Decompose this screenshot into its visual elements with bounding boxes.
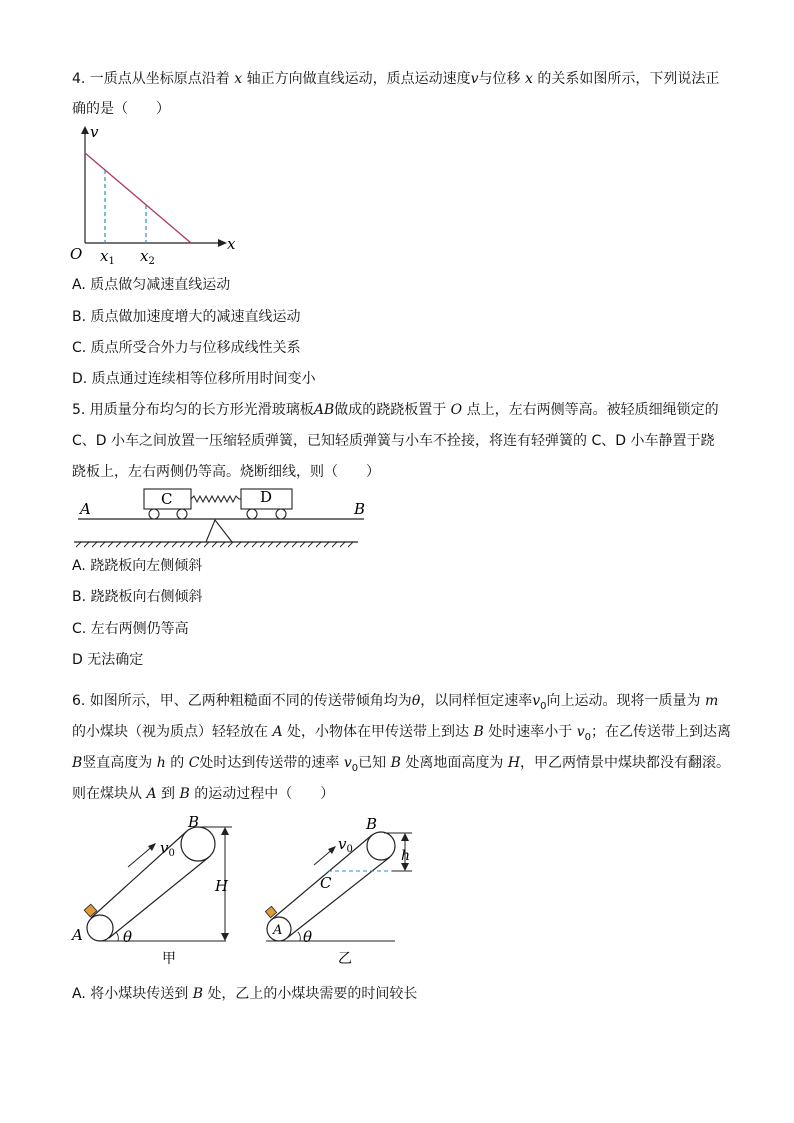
q6-conveyor-yi xyxy=(262,815,432,965)
q5-option-a[interactable]: A. 跷跷板向左侧倾斜 xyxy=(72,558,203,574)
q6-yi-label-a: A xyxy=(273,923,283,938)
q6-jia-roller-bottom xyxy=(87,915,113,941)
q6-yi-v0-arrowhead xyxy=(328,846,336,854)
q5-stem-line3: 跷板上，左右两侧仍等高。烧断细线，则（ ） xyxy=(72,464,380,480)
q5-cart-d-wheel xyxy=(247,509,257,519)
q5-cart-c-wheel xyxy=(177,509,187,519)
q4-x-axis-arrow xyxy=(218,239,227,247)
q4-x2-label: $x_2$ xyxy=(140,247,155,267)
q5-label-d: D xyxy=(260,488,273,506)
q6-yi-caption: 乙 xyxy=(338,951,352,967)
q5-seesaw-figure xyxy=(72,485,372,547)
q4-axis-v-label: v xyxy=(90,123,99,141)
q4-option-d[interactable]: D. 质点通过连续相等位移所用时间变小 xyxy=(72,371,316,387)
q6-yi-label-theta: θ xyxy=(303,928,313,946)
q6-jia-label-a: A xyxy=(72,926,83,944)
q6-option-a[interactable]: A. 将小煤块传送到 B 处，乙上的小煤块需要的时间较长 xyxy=(72,986,418,1002)
q6-stem-line1: 6. 如图所示，甲、乙两种粗糙面不同的传送带倾角均为θ，以同样恒定速率$v_0$向上运动。现将一质量为 m xyxy=(72,693,719,712)
q4-origin-label: O xyxy=(70,245,83,263)
q4-y-axis-arrow xyxy=(81,126,89,134)
q5-option-c[interactable]: C. 左右两侧仍等高 xyxy=(72,621,189,637)
q6-stem-line2: 的小煤块（视为质点）轻轻放在 A 处，小物体在甲传送带上到达 B 处时速率小于 $v_0$；在乙传送带上到达离 xyxy=(72,724,731,743)
q4-vx-line xyxy=(85,153,191,243)
q5-label-b: B xyxy=(354,500,366,518)
q5-stem-line1: 5. 用质量分布均匀的长方形光滑玻璃板AB做成的跷跷板置于 O 点上，左右两侧等高。被轻质细绳锁定的 xyxy=(72,402,719,418)
q5-ground-hatch xyxy=(76,542,353,547)
q4-option-c[interactable]: C. 质点所受合外力与位移成线性关系 xyxy=(72,340,301,356)
q6-yi-belt-lower xyxy=(287,857,390,938)
q6-jia-belt-upper xyxy=(91,831,187,918)
q6-conveyor-jia xyxy=(70,815,250,965)
q4-stem-line1: 4. 一质点从坐标原点沿着 x 轴正方向做直线运动，质点运动速度v与位移 x 的关系如图所示，下列说法正 xyxy=(72,71,720,87)
q6-yi-label-h: h xyxy=(401,848,411,864)
q4-option-a[interactable]: A. 质点做匀减速直线运动 xyxy=(72,277,231,293)
q4-velocity-graph xyxy=(70,125,250,270)
q6-yi-h-arrow-bottom xyxy=(401,863,409,871)
q5-cart-d-wheel xyxy=(276,509,286,519)
q6-jia-label-b: B xyxy=(188,813,200,831)
q6-yi-label-c: C xyxy=(320,874,332,892)
q6-jia-caption: 甲 xyxy=(162,951,176,967)
q6-jia-v0-arrowhead xyxy=(148,843,156,851)
q4-option-b[interactable]: B. 质点做加速度增大的减速直线运动 xyxy=(72,309,301,325)
q5-label-c: C xyxy=(161,490,173,508)
q6-yi-label-b: B xyxy=(366,815,378,833)
q4-stem-line2: 确的是（ ） xyxy=(72,101,170,117)
q5-label-a: A xyxy=(80,500,91,518)
q6-yi-h-arrow-top xyxy=(401,833,409,841)
q5-option-d[interactable]: D 无法确定 xyxy=(72,652,144,668)
q4-x1-label: $x_1$ xyxy=(100,247,115,267)
q5-cart-c-wheel xyxy=(149,509,159,519)
q6-jia-label-theta: θ xyxy=(123,928,133,946)
q6-yi-angle-arc xyxy=(298,932,300,941)
q6-stem-line3: B竖直高度为 h 的 C处时达到传送带的速率 $v_0$已知 B 处离地面高度为 H，甲乙两情景中煤块都没有翻滚。 xyxy=(72,755,731,774)
q4-axis-x-label: x xyxy=(227,235,236,253)
q5-pivot xyxy=(206,520,232,542)
q5-option-b[interactable]: B. 跷跷板向右侧倾斜 xyxy=(72,589,203,605)
q6-stem-line4: 则在煤块从 A 到 B 的运动过程中（ ） xyxy=(72,786,335,802)
q6-yi-label-v0: $v_0$ xyxy=(338,835,353,855)
q6-jia-label-H: H xyxy=(215,877,229,895)
q5-stem-line2: C、D 小车之间放置一压缩轻质弹簧，已知轻质弹簧与小车不拴接，将连有轻弹簧的 C、D 小车静置于跷 xyxy=(72,433,715,449)
q6-jia-angle-arc xyxy=(116,932,118,941)
q6-jia-label-v0: $v_0$ xyxy=(160,839,175,859)
q6-jia-belt-lower xyxy=(109,857,209,938)
q5-spring xyxy=(191,496,241,502)
q6-jia-height-arrow-bottom xyxy=(221,933,229,941)
q6-jia-height-arrow-top xyxy=(221,827,229,835)
